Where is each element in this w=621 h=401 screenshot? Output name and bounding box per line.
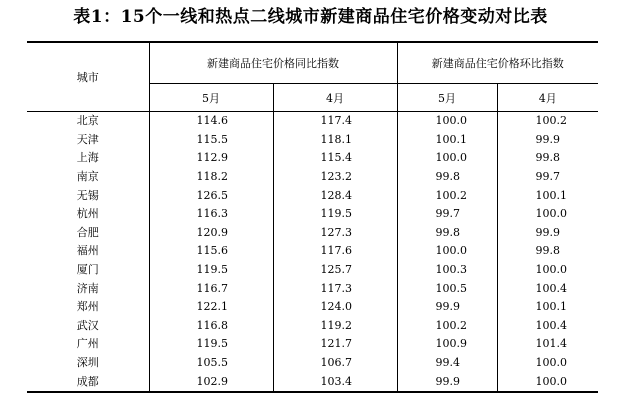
mom-apr-cell: 100.4 <box>535 318 567 332</box>
yoy-may-cell: 102.9 <box>149 372 273 392</box>
mom-apr-cell: 100.0 <box>535 356 567 370</box>
city-cell: 济南 <box>27 279 149 298</box>
yoy-may-cell: 115.6 <box>149 242 273 261</box>
city-cell: 上海 <box>27 149 149 168</box>
mom-may-cell: 99.4 <box>397 354 497 373</box>
mom-may-cell: 100.0 <box>397 149 497 168</box>
mom-apr-cell: 100.0 <box>535 207 567 221</box>
city-cell: 郑州 <box>27 298 149 317</box>
mom-index-group-header: 新建商品住宅价格环比指数 <box>397 42 598 84</box>
mom-may-cell: 99.7 <box>397 205 497 224</box>
yoy-index-group-header: 新建商品住宅价格同比指数 <box>149 42 397 84</box>
table-row <box>27 112 598 131</box>
yoy-may-cell: 119.5 <box>149 335 273 354</box>
table-header <box>27 42 598 112</box>
city-cell: 无锡 <box>27 186 149 205</box>
yoy-may-cell: 126.5 <box>149 186 273 205</box>
mom-may-cell: 100.3 <box>397 261 497 280</box>
yoy-apr-cell: 103.4 <box>273 372 397 392</box>
mom-apr-cell: 100.1 <box>535 188 567 202</box>
mom-apr-cell: 100.1 <box>535 300 567 314</box>
price-index-table <box>27 41 598 393</box>
mom-may-cell: 100.0 <box>397 112 497 131</box>
mom-may-cell: 100.1 <box>397 131 497 150</box>
header-row-groups <box>27 42 598 84</box>
yoy-may-cell: 112.9 <box>149 149 273 168</box>
mom-may-cell: 99.8 <box>397 224 497 243</box>
city-cell: 南京 <box>27 168 149 187</box>
mom-may-cell: 100.5 <box>397 279 497 298</box>
mom-apr-header: 4月 <box>497 84 598 112</box>
mom-apr-cell: 99.8 <box>535 151 560 165</box>
city-cell: 天津 <box>27 131 149 150</box>
yoy-apr-cell: 128.4 <box>273 186 397 205</box>
table-title: 表1：15个一线和热点二线城市新建商品住宅价格变动对比表 <box>73 7 548 27</box>
mom-may-cell: 100.9 <box>397 335 497 354</box>
mom-may-cell: 100.2 <box>397 317 497 336</box>
mom-may-header: 5月 <box>397 84 497 112</box>
table-row <box>27 354 598 373</box>
yoy-may-cell: 122.1 <box>149 298 273 317</box>
table-row <box>27 261 598 280</box>
mom-apr-cell: 99.8 <box>535 244 560 258</box>
mom-may-cell: 99.9 <box>397 298 497 317</box>
table-row <box>27 317 598 336</box>
table-row <box>27 335 598 354</box>
yoy-apr-cell: 124.0 <box>273 298 397 317</box>
yoy-may-cell: 115.5 <box>149 131 273 150</box>
mom-may-cell: 99.9 <box>397 372 497 392</box>
city-cell: 杭州 <box>27 205 149 224</box>
city-cell: 合肥 <box>27 224 149 243</box>
mom-may-cell: 100.0 <box>397 242 497 261</box>
yoy-apr-header: 4月 <box>273 84 397 112</box>
yoy-apr-cell: 117.4 <box>273 112 397 131</box>
city-column-header: 城市 <box>27 42 149 112</box>
yoy-apr-cell: 119.2 <box>273 317 397 336</box>
yoy-apr-cell: 117.6 <box>273 242 397 261</box>
yoy-apr-cell: 123.2 <box>273 168 397 187</box>
yoy-may-cell: 120.9 <box>149 224 273 243</box>
yoy-apr-cell: 125.7 <box>273 261 397 280</box>
yoy-apr-cell: 117.3 <box>273 279 397 298</box>
table-row <box>27 131 598 150</box>
yoy-may-cell: 116.3 <box>149 205 273 224</box>
table-row <box>27 224 598 243</box>
yoy-may-cell: 118.2 <box>149 168 273 187</box>
city-cell: 福州 <box>27 242 149 261</box>
city-cell: 厦门 <box>27 261 149 280</box>
mom-apr-cell: 100.0 <box>497 372 598 392</box>
yoy-apr-cell: 119.5 <box>273 205 397 224</box>
yoy-apr-cell: 121.7 <box>273 335 397 354</box>
table-row <box>27 298 598 317</box>
city-cell: 成都 <box>27 372 149 392</box>
yoy-may-header: 5月 <box>149 84 273 112</box>
table-row <box>27 205 598 224</box>
mom-apr-cell: 100.2 <box>535 114 567 128</box>
yoy-may-cell: 116.8 <box>149 317 273 336</box>
table-body <box>27 112 598 392</box>
yoy-apr-cell: 115.4 <box>273 149 397 168</box>
city-cell: 武汉 <box>27 317 149 336</box>
mom-apr-cell: 99.9 <box>535 225 560 239</box>
table-row <box>27 168 598 187</box>
mom-apr-cell: 100.4 <box>535 281 567 295</box>
yoy-apr-cell: 118.1 <box>273 131 397 150</box>
yoy-apr-cell: 106.7 <box>273 354 397 373</box>
mom-may-cell: 99.8 <box>397 168 497 187</box>
yoy-apr-cell: 127.3 <box>273 224 397 243</box>
table-row <box>27 279 598 298</box>
mom-apr-cell: 101.4 <box>535 337 567 351</box>
mom-apr-cell: 99.7 <box>535 170 560 184</box>
table-row <box>27 186 598 205</box>
table-row <box>27 372 598 392</box>
mom-may-cell: 100.2 <box>397 186 497 205</box>
mom-apr-cell: 100.0 <box>535 263 567 277</box>
yoy-may-cell: 116.7 <box>149 279 273 298</box>
yoy-may-cell: 114.6 <box>149 112 273 131</box>
city-cell: 北京 <box>27 112 149 131</box>
table-row <box>27 149 598 168</box>
table-row <box>27 242 598 261</box>
city-cell: 深圳 <box>27 354 149 373</box>
city-cell: 广州 <box>27 335 149 354</box>
mom-apr-cell: 99.9 <box>535 132 560 146</box>
yoy-may-cell: 119.5 <box>149 261 273 280</box>
yoy-may-cell: 105.5 <box>149 354 273 373</box>
